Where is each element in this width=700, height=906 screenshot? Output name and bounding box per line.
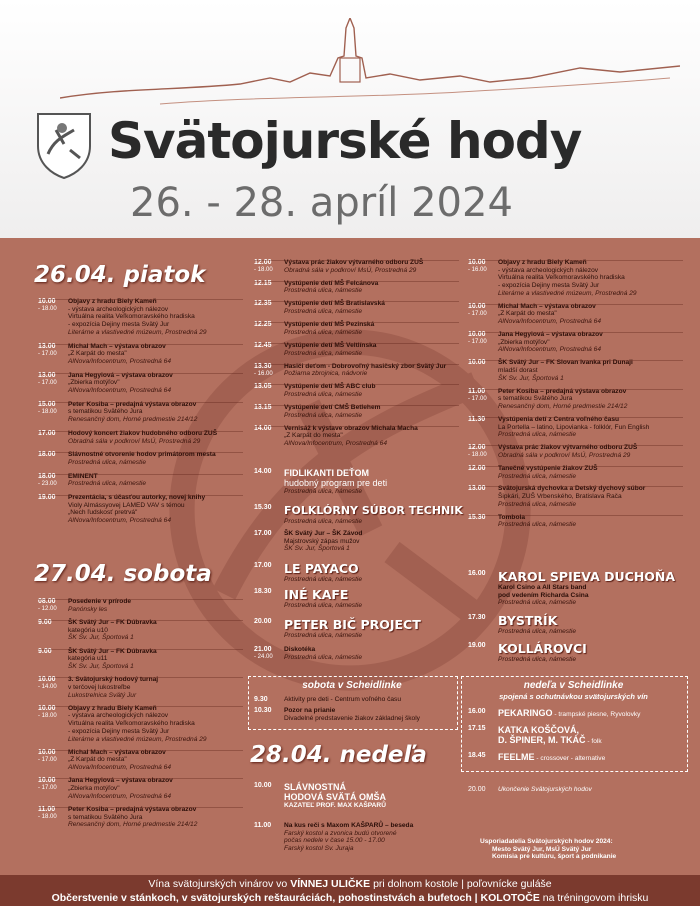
event-detail: „Nech ľudskosť pretrvá" xyxy=(68,509,138,517)
event-title: EMINENT xyxy=(68,472,98,480)
event-title: Peter Kosiba – predajná výstava obrazov xyxy=(68,400,197,408)
event-detail: Prostredná ulica, námestie xyxy=(284,390,363,398)
event-detail: Renesančný dom, Horné predmestie 214/12 xyxy=(68,416,198,424)
event-detail: - výstava archeologických nálezov xyxy=(68,712,169,720)
event-title: ŠK Svätý Jur – FK Slovan Ivanka pri Dunaji xyxy=(498,359,633,367)
header xyxy=(0,0,700,238)
event-detail: Renesančný dom, Horné predmestie 214/12 xyxy=(68,821,198,829)
event-detail: „Z Karpát do mesta" xyxy=(498,310,557,318)
event-detail: AlNova/Infocentrum, Prostredná 64 xyxy=(498,346,601,354)
scheidlinka-saturday-program: 9.30 Aktivity pre deti - Centrum voľného času 10.30 Pozor na prianie Divadelné predstavenie žiakov základnej školy xyxy=(254,696,420,722)
event-detail: mladší dorast xyxy=(498,367,538,374)
event-title: Jana Hegyiová – výstava obrazov xyxy=(498,331,603,338)
event-time: 18.00 xyxy=(38,472,56,480)
page-title: Svätojurské hody xyxy=(108,112,582,170)
sunday-highlights: 16.00 KAROL SPIEVA DUCHOŇA Karol Csino a All Stars band pod vedením Richarda Csina Prostredná ulica, námestie 17.30 BYSTRÍK Prostredná ulica, námestie 19.00 KOLLÁROVCI Prostredná ulica, námestie xyxy=(468,570,683,675)
event-title: Jana Hegyiová – výstava obrazov xyxy=(68,371,173,379)
event-time: 18.00 xyxy=(38,451,56,459)
event-time: 12.25 xyxy=(254,321,272,329)
event-detail: ŠK Sv. Jur, Športová 1 xyxy=(498,374,564,382)
event-time: 13.05 xyxy=(254,383,272,391)
event-detail: AlNova/Infocentrum, Prostredná 64 xyxy=(68,764,171,772)
event-detail: Obradná sála v podkroví MsÚ, Prostredná 29 xyxy=(68,437,201,445)
event-detail: „Zbierka motýľov" xyxy=(68,379,120,387)
event-time: 12.35 xyxy=(254,300,272,308)
event-end-time: - 18.00 xyxy=(38,408,57,415)
event-time: 13.30 xyxy=(254,362,272,370)
event-title: SLÁVNOSTNÁ xyxy=(284,782,347,792)
event-title: Vystúpenie detí MŠ Felcánova xyxy=(284,279,379,287)
event-title: Vystúpenie detí MŠ ABC club xyxy=(284,383,376,391)
event-detail: Prostredná ulica, námestie xyxy=(284,308,363,316)
event-detail: „Z Karpát do mesta" xyxy=(68,350,127,358)
event-title: Objavy z hradu Biely Kameň xyxy=(68,704,157,712)
event-time: 10.00 xyxy=(468,331,486,338)
event-detail: „Z Karpát do mesta" xyxy=(284,432,343,440)
saturday-program-left xyxy=(38,598,243,870)
event-detail: kategória u11 xyxy=(68,655,108,663)
event-time: 9.00 xyxy=(38,618,52,626)
event-end-time: - 17.00 xyxy=(38,379,57,386)
event-title: KOLLÁROVCI xyxy=(498,641,587,656)
event-title: Prezentácia, s účasťou autorky, novej knihy xyxy=(68,494,206,501)
event-end-time: - 16.00 xyxy=(254,370,273,377)
event-detail: Virtuálna realita Veľkomoravského hradiska xyxy=(498,274,625,282)
town-skyline-drawing xyxy=(60,18,680,108)
event-title: Peter Kosiba – predajná výstava obrazov xyxy=(68,805,197,813)
event-time: 13.15 xyxy=(254,403,272,411)
event-detail: Obradná sála v podkroví MsÚ, Prostredná 29 xyxy=(284,266,417,274)
event-title: BYSTRÍK xyxy=(498,613,558,628)
event-time: 11.00 xyxy=(38,805,56,813)
event-title: FIDLIKANTI DEŤOM xyxy=(284,468,369,478)
event-time: 9.00 xyxy=(38,647,52,655)
event-detail: AlNova/Infocentrum, Prostredná 64 xyxy=(498,318,601,326)
event-time: 10.00 xyxy=(38,704,56,712)
friday-program xyxy=(38,298,243,546)
event-detail: Virtuálna realita Veľkomoravského hradiska xyxy=(68,313,195,321)
event-title: Michal Mach – výstava obrazov xyxy=(68,748,166,756)
event-title: Objavy z hradu Biely Kameň xyxy=(68,298,157,305)
event-title: Tanečné vystúpenie žiakov ZUŠ xyxy=(498,464,598,472)
scheidlinka-sunday-title: nedeľa v Scheidlinke xyxy=(523,680,624,691)
event-detail: Požiarna zbrojnica, nádvorie xyxy=(284,370,368,378)
event-end-time: - 23.00 xyxy=(38,480,57,487)
event-detail: Prostredná ulica, námestie xyxy=(68,480,147,488)
event-time: 12.00 xyxy=(468,444,486,452)
event-title: INÉ KAFE xyxy=(284,587,349,602)
event-time: 10.00 xyxy=(468,259,486,266)
event-title: Objavy z hradu Biely Kameň xyxy=(498,259,587,266)
event-title: 3. Svätojurský hodový turnaj xyxy=(68,676,159,684)
event-detail: Prostredná ulica, námestie xyxy=(284,349,363,357)
day-heading-friday: 26.04. piatok xyxy=(34,262,206,288)
event-title: Vystúpenie detí MŠ Pezinská xyxy=(284,321,375,329)
event-detail: Violy Almássyovej LAMED VAV s témou xyxy=(68,501,185,509)
organizers: Usporiadatelia Svätojurských hodov 2024: Mesto Svätý Jur, MsÚ Svätý Jur Komisia pre kultúru, šport a podnikanie xyxy=(480,838,680,872)
event-title: Tombola xyxy=(498,513,525,521)
event-detail: Prostredná ulica, námestie xyxy=(284,287,363,295)
event-time: 15.30 xyxy=(468,513,486,521)
event-title: Vystúpenie detí MŠ Bratislavská xyxy=(284,300,385,308)
event-title: Výstava prác žiakov výtvarného odboru ZUŠ xyxy=(498,444,638,452)
event-title: Svätojurská dychovka a Detský dychový súbor xyxy=(498,485,646,493)
event-time: 12.00 xyxy=(468,464,486,472)
event-end-time: - 17.00 xyxy=(468,310,487,317)
event-time: 10.00 xyxy=(38,676,56,684)
event-detail: Prostredná ulica, námestie xyxy=(284,328,363,336)
event-title: Hasiči deťom - Dobrovoľný hasičský zbor Svätý Jur xyxy=(284,362,447,370)
event-title: Vernisáž k výstave obrazov Michala Macha xyxy=(284,424,418,432)
event-title: Slávnostné otvorenie hodov primátorom mesta xyxy=(68,451,216,459)
event-time: 13.00 xyxy=(38,342,56,350)
event-title: ŠK Svätý Jur – FK Dúbravka xyxy=(68,618,157,626)
coat-of-arms-icon xyxy=(34,110,94,180)
event-title: Výstava prác žiakov výtvarného odboru ZUŠ xyxy=(284,259,424,266)
event-end-time: - 17.00 xyxy=(38,756,57,763)
event-detail: - expozícia Dejiny mesta Svätý Jur xyxy=(68,321,170,329)
event-time: 14.00 xyxy=(254,424,272,432)
event-time: 10.00 xyxy=(38,777,56,785)
event-end-time: - 12.00 xyxy=(38,606,57,612)
event-detail: Prostredná ulica, námestie xyxy=(498,521,577,529)
event-time: 12.00 xyxy=(254,259,272,266)
event-end-time: - 18.00 xyxy=(38,813,57,820)
event-time: 10.00 xyxy=(468,302,486,310)
event-time: 15.00 xyxy=(38,400,56,408)
event-time: 11.00 xyxy=(468,387,486,395)
event-detail: Panónsky les xyxy=(68,605,108,613)
event-detail: Prostredná ulica, námestie xyxy=(498,472,577,480)
footer: Vína svätojurských vinárov vo VÍNNEJ ULIČKE pri dolnom kostole | poľovnícke guláše Občerstvenie v stánkoch, v svätojurských reštauráciách, pohostinstvách a bufetoch | KOLOTOČE na tréningovom ihrisku xyxy=(0,875,700,906)
event-title: PETER BIČ PROJECT xyxy=(284,617,421,632)
event-end-time: - 17.00 xyxy=(38,785,57,792)
event-detail: AlNova/Infocentrum, Prostredná 64 xyxy=(284,440,387,447)
event-end-time: - 18.00 xyxy=(254,267,273,273)
event-time: 10.00 xyxy=(468,359,486,367)
event-detail: Prostredná ulica, námestie xyxy=(498,431,577,439)
event-detail: „Zbierka motýľov" xyxy=(68,785,120,792)
event-detail: Lukostrelnica Svätý Jur xyxy=(68,691,137,699)
event-title: Vystúpenia detí z Centra voľného času xyxy=(498,415,620,423)
event-title: Peter Kosiba – predajná výstava obrazov xyxy=(498,387,627,395)
saturday-program-middle xyxy=(254,259,459,464)
event-detail: Prostredná ulica, námestie xyxy=(498,500,577,508)
event-end-time: - 16.00 xyxy=(468,267,487,273)
event-detail: Renesančný dom, Horné predmestie 214/12 xyxy=(498,403,628,410)
event-title: Jana Hegyiová – výstava obrazov xyxy=(68,777,173,785)
scheidlinka-sunday-program: 16.00 PEKARINGO - trampské piesne, Ryvolovky 17.15 KATKA KOŠČOVÁ, D. ŠPINER, M. TKÁČ - folk 18.45 FEELME - crossover - alternative xyxy=(468,708,641,762)
event-title: FOLKLÓRNY SÚBOR TECHNIK xyxy=(284,504,463,517)
event-title: Vystúpenie detí MŠ Veltlínska xyxy=(284,341,377,349)
event-title: Posedenie v prírode xyxy=(68,598,132,605)
event-dates: 26. - 28. apríl 2024 xyxy=(130,180,513,226)
event-title: Michal Mach – výstava obrazov xyxy=(68,342,166,350)
sunday-program-right xyxy=(468,259,683,567)
organizers-title: Usporiadatelia Svätojurských hodov 2024: xyxy=(480,838,613,845)
event-end-time: - 18.00 xyxy=(468,452,487,459)
event-detail: „Z Karpát do mesta" xyxy=(68,756,127,764)
event-detail: Prostredná ulica, námestie xyxy=(68,458,147,466)
event-detail: - expozícia Dejiny mesta Svätý Jur xyxy=(498,282,600,290)
event-end-time: - 18.00 xyxy=(38,712,57,719)
event-detail: s tematikou Svätého Jura xyxy=(498,395,573,403)
event-time: 13.00 xyxy=(468,485,486,493)
event-detail: Literárne a vlastivedné múzeum, Prostredná 29 xyxy=(498,289,637,297)
event-detail: „Zbierka motýľov" xyxy=(498,338,550,346)
saturday-highlights: 14.00 FIDLIKANTI DEŤOM hudobný program pre deti Prostredná ulica, námestie 15.30 FOLKLÓRNY SÚBOR TECHNIK Prostredná ulica, námestie 17.00 ŠK Svätý Jur – ŠK Závod Majstrovský zápas mužov ŠK Sv. Jur, Športová 1 17.00 LE PAYACO Prostredná ulica, námestie 18.30 INÉ KAFE Prostredná ulica, námestie 20.00 PETER BIČ PROJECT Prostredná ulica, námestie 21.00 - 24.00 Diskotéka Prostredná ulica, námestie xyxy=(254,468,463,661)
event-time: 11.30 xyxy=(468,415,486,423)
event-detail: La Portella – latino, Lipovianka - folklór, Fun English xyxy=(498,423,650,431)
scheidlinka-sunday-subtitle: spojená s ochutnávkou svätojurských vín xyxy=(499,692,648,701)
event-time: 08.00 xyxy=(38,598,56,605)
event-detail: s tematikou Svätého Jura xyxy=(68,408,143,416)
event-end-time: - 18.00 xyxy=(38,306,57,312)
event-time: 19.00 xyxy=(38,494,56,501)
event-detail: s tematikou Svätého Jura xyxy=(68,813,143,821)
event-title: KAROL SPIEVA DUCHOŇA xyxy=(498,569,676,584)
event-time: 10.00 xyxy=(38,298,56,305)
event-detail: Prostredná ulica, námestie xyxy=(284,411,363,419)
event-end-time: - 17.00 xyxy=(468,339,487,345)
event-detail: AlNova/Infocentrum, Prostredná 64 xyxy=(68,517,171,525)
event-end-time: - 17.00 xyxy=(468,395,487,402)
event-title: Michal Mach – výstava obrazov xyxy=(498,302,596,310)
event-detail: ŠK Sv. Jur, Športová 1 xyxy=(68,634,134,642)
event-detail: v terčovej lukostreľbe xyxy=(68,683,131,691)
event-end-time: - 14.00 xyxy=(38,684,57,691)
event-time: 13.00 xyxy=(38,371,56,379)
sunday-mass: 10.00 SLÁVNOSTNÁ HODOVÁ SVÄTÁ OMŠA KAZATEĽ PROF. MAX KAŠPARŮ 11.00 Na kus reči s Maxom KAŠPARŮ – beseda Farský kostol a zvonica budú otvorené počas nedele v čase 15.00 - 17.00 Farský kostol Sv. Juraja xyxy=(254,782,459,872)
event-end-time: - 17.00 xyxy=(38,350,57,357)
event-detail: - výstava archeologických nálezov xyxy=(68,305,169,313)
event-detail: ŠK Sv. Jur, Športová 1 xyxy=(68,662,134,670)
event-detail: Virtuálna realita Veľkomoravského hradiska xyxy=(68,720,195,728)
day-heading-sunday: 28.04. nedeľa xyxy=(250,742,427,768)
event-detail: Literárne a vlastivedné múzeum, Prostredná 29 xyxy=(68,328,207,336)
event-detail: - expozícia Dejiny mesta Svätý Jur xyxy=(68,727,170,735)
event-detail: kategória u10 xyxy=(68,626,108,634)
day-heading-saturday: 27.04. sobota xyxy=(34,561,212,587)
event-detail: AlNova/Infocentrum, Prostredná 64 xyxy=(68,387,171,394)
closing: 20.00 Ukončenie Svätojurských hodov xyxy=(468,786,592,793)
event-detail: Literárne a vlastivedné múzeum, Prostredná 29 xyxy=(68,735,207,743)
scheidlinka-saturday-title: sobota v Scheidlinke xyxy=(302,680,402,691)
event-title: ŠK Svätý Jur – FK Dúbravka xyxy=(68,647,157,655)
event-detail: Obradná sála v podkroví MsÚ, Prostredná 29 xyxy=(498,451,631,459)
event-title: Hodový koncert žiakov hudobného odboru ZUŠ xyxy=(68,429,218,437)
event-time: 12.45 xyxy=(254,341,272,349)
event-detail: AlNova/Infocentrum, Prostredná 64 xyxy=(68,357,171,365)
event-detail: AlNova/Infocentrum, Prostredná 64 xyxy=(68,792,171,800)
event-time: 12.15 xyxy=(254,279,272,287)
event-time: 17.00 xyxy=(38,429,56,437)
event-detail: Šipkári, ZUŠ Vrbenského, Bratislava Rača xyxy=(498,493,622,501)
event-title: LE PAYACO xyxy=(284,561,359,576)
event-time: 10.00 xyxy=(38,748,56,756)
event-detail: - výstava archeologických nálezov xyxy=(498,266,599,274)
event-title: Vystúpenie detí CMŠ Betlehem xyxy=(284,403,381,411)
